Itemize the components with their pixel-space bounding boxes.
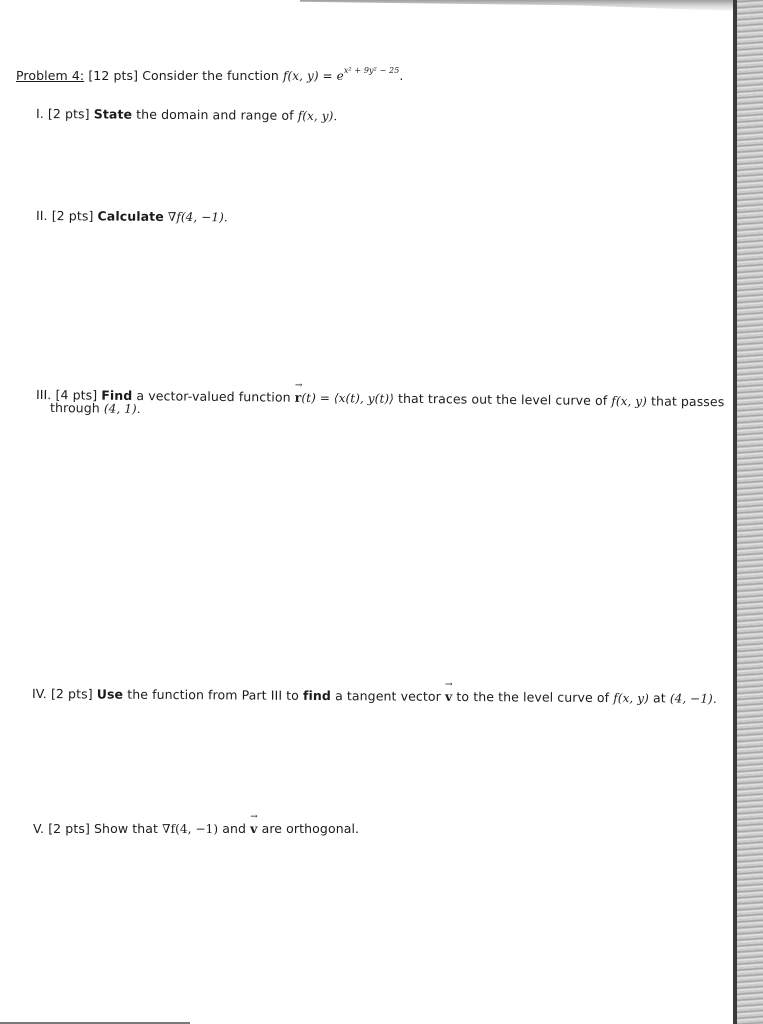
part-1-points: [2 pts] [47,106,90,122]
vector-arrow-icon: → [250,812,258,822]
part-3-line-2-math: (4, 1). [103,401,141,416]
part-2 [36,208,228,224]
part-4-text-4: at [652,690,666,706]
part-3-verb: Find [101,387,133,404]
problem-label: Problem 4: [16,68,85,83]
part-1-text: the domain and range of [136,106,294,123]
part-4-vector-v: → v [444,679,453,704]
part-3-text-3: that passes [651,393,725,410]
part-4-text-1: the function from Part III to [127,686,300,703]
part-4-points: [2 pts] [50,686,93,702]
part-5-text-3: are orthogonal. [261,821,360,836]
part-4-verb-2: find [302,687,332,704]
part-4 [31,679,717,706]
vector-arrow-icon: → [294,380,303,391]
scan-edge-top [300,0,763,12]
part-1-number: I. [35,106,44,122]
part-2-number: II. [35,208,48,224]
part-3-line-2 [50,400,141,416]
problem-function: f(x, y) = e [282,69,344,83]
part-4-math-2: (4, −1). [669,691,717,706]
part-5-math-1: ∇f(4, −1) [162,822,219,836]
part-4-verb: Use [96,686,124,702]
part-4-text-3: to the the level curve of [456,688,610,706]
part-4-number: IV. [31,686,47,702]
problem-intro: Consider the function [142,68,279,83]
scan-edge-right-shadow [733,0,737,1024]
part-4-math-1: f(x, y) [613,691,649,706]
part-3-text-1: a vector-valued function [136,388,291,405]
part-1-verb: State [93,106,133,122]
part-5-vector-v: → v [250,812,258,836]
problem-header [16,66,403,83]
part-3-line-2-text: through [49,400,100,416]
part-2-verb: Calculate [97,208,164,224]
problem-exponent: x² + 9y² − 25 [343,66,400,75]
part-2-math: ∇f(4, −1). [167,209,228,225]
scan-edge-right [735,0,763,1024]
part-5 [33,812,360,836]
part-3-vector-r: → r [294,380,303,405]
vector-arrow-icon: → [445,679,453,690]
part-2-points: [2 pts] [51,208,94,224]
part-5-text-1: Show that [94,821,159,836]
part-1-math: f(x, y). [297,108,338,124]
part-5-text-2: and [222,821,247,836]
problem-end: . [399,68,404,83]
part-1 [36,106,337,123]
part-5-number: V. [33,821,45,836]
part-4-text-2: a tangent vector [335,688,441,704]
part-3-points: [4 pts] [55,387,98,403]
part-5-points: [2 pts] [48,821,90,836]
part-3-number: III. [35,387,52,403]
part-3-text-2: that traces out the level curve of [397,390,608,408]
part-3-math-1: (t) = ⟨x(t), y(t)⟩ [301,390,395,406]
part-3-math-2: f(x, y) [611,394,648,409]
problem-points: [12 pts] [88,68,139,83]
